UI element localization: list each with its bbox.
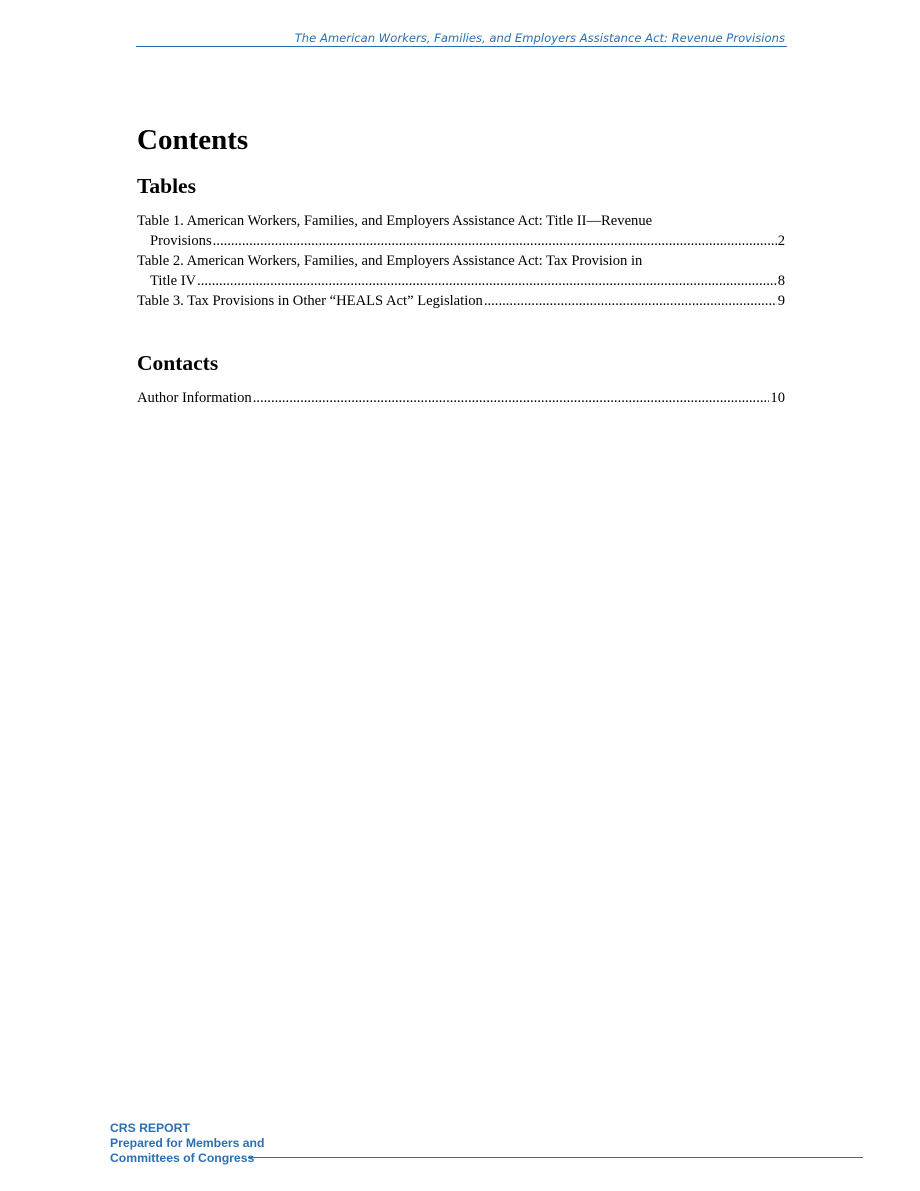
dot-leader — [213, 231, 777, 251]
footer-rule — [248, 1157, 863, 1158]
dot-leader — [197, 271, 777, 291]
footer-subtitle-line-2: Committees of Congress — [110, 1151, 255, 1165]
toc-entry-table-3[interactable] — [137, 291, 785, 311]
dot-leader — [253, 388, 770, 408]
tables-heading: Tables — [137, 174, 196, 198]
tables-toc — [137, 211, 785, 311]
crs-report-label: CRS REPORT — [110, 1121, 190, 1135]
toc-entry-text: Author Information — [137, 390, 252, 406]
toc-page-number: 8 — [777, 273, 785, 289]
toc-entry-text: Table 3. Tax Provisions in Other “HEALS Act” Legislation — [137, 293, 483, 309]
running-head-text: The American Workers, Families, and Employers Assistance Act: Revenue Provisions — [294, 31, 785, 45]
toc-page-number: 2 — [777, 233, 785, 249]
toc-entry-table-2[interactable] — [137, 251, 785, 291]
contents-title: Contents — [137, 124, 249, 156]
footer-subtitle-line-1: Prepared for Members and — [110, 1136, 265, 1150]
contacts-toc — [137, 388, 785, 408]
crs-report-logo — [110, 1121, 264, 1166]
dot-leader — [484, 291, 777, 311]
toc-page-number: 9 — [777, 293, 785, 309]
toc-entry-author-information[interactable] — [137, 388, 785, 408]
toc-entry-text: Title IV — [150, 273, 197, 289]
toc-page-number: 10 — [770, 390, 785, 406]
toc-entry-text: Provisions — [150, 233, 212, 249]
toc-entry-text: Table 2. American Workers, Families, and Employers Assistance Act: Tax Provision in — [137, 253, 643, 269]
toc-entry-table-1[interactable] — [137, 211, 785, 251]
toc-entry-text: Table 1. American Workers, Families, and Employers Assistance Act: Title II—Revenue — [137, 213, 653, 229]
running-head — [136, 31, 787, 47]
contacts-heading: Contacts — [137, 351, 219, 375]
